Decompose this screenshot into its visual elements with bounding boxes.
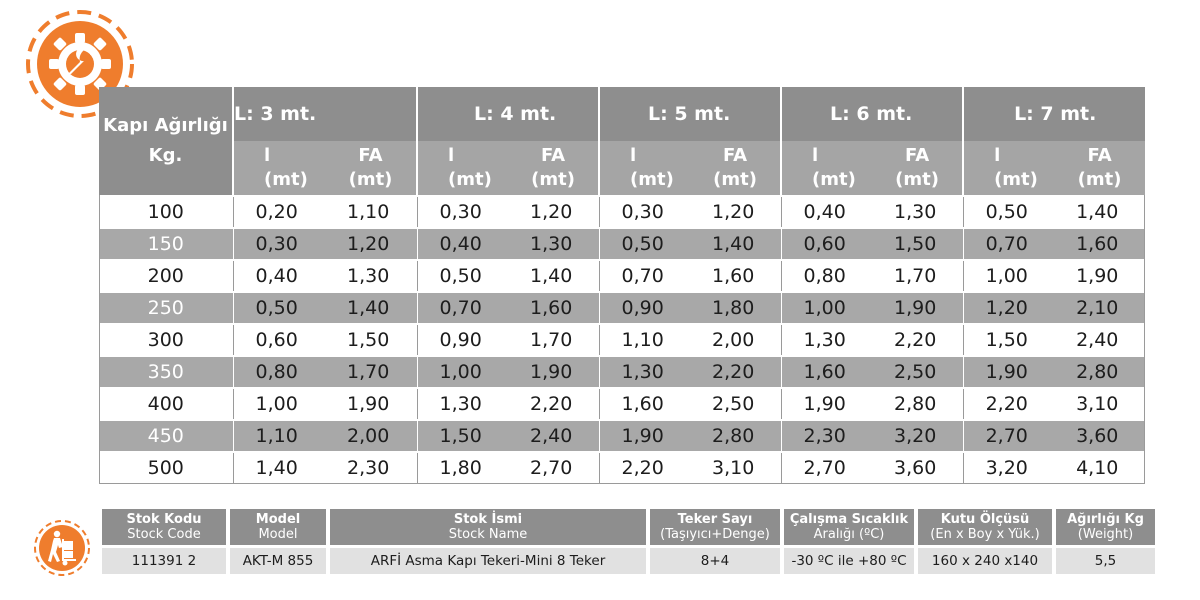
subheader-symbol: FA: [1087, 145, 1112, 166]
fa-value-cell: 1,40: [690, 228, 781, 260]
l-value-cell: 2,20: [599, 452, 690, 483]
info-header-cell: [330, 509, 646, 545]
table-row: [99, 324, 1145, 356]
table-row: [99, 260, 1145, 292]
l-value-cell: 0,70: [417, 292, 508, 324]
subheader-symbol: FA: [722, 145, 748, 166]
l-value-cell: 0,70: [963, 228, 1054, 260]
l-value-cell: 1,00: [233, 388, 325, 420]
subheader-l-4mt: [417, 141, 508, 196]
info-header-title: Teker Sayı: [677, 512, 753, 527]
fa-value-cell: 2,00: [690, 324, 781, 356]
l-value-cell: 1,30: [417, 388, 508, 420]
fa-value-cell: 2,80: [690, 420, 781, 452]
fa-value-cell: 1,30: [508, 228, 599, 260]
subheader-unit: (mt): [895, 169, 939, 190]
group-header-6mt: L: 6 mt.: [781, 87, 963, 141]
subheader-unit: (mt): [348, 169, 393, 190]
info-header-title: Stok Kodu: [126, 512, 202, 527]
fa-value-cell: 1,20: [508, 196, 599, 228]
subheader-symbol: l: [630, 145, 637, 166]
fa-value-cell: 2,30: [325, 452, 417, 483]
l-value-cell: 0,40: [233, 260, 325, 292]
l-value-cell: 1,90: [599, 420, 690, 452]
info-value-cell: -30 ºC ile +80 ºC: [784, 548, 914, 574]
weight-cell: 250: [99, 292, 233, 324]
info-header-cell: [102, 509, 226, 545]
info-header-cell: [784, 509, 914, 545]
info-header-subtitle: (Weight): [1077, 527, 1134, 542]
fa-value-cell: 2,80: [1054, 356, 1145, 388]
subheader-symbol: l: [994, 145, 1001, 166]
fa-value-cell: 2,80: [872, 388, 963, 420]
l-value-cell: 0,30: [233, 228, 325, 260]
fa-value-cell: 1,60: [1054, 228, 1145, 260]
weight-cell: 450: [99, 420, 233, 452]
fa-value-cell: 1,70: [508, 324, 599, 356]
fa-value-cell: 3,60: [1054, 420, 1145, 452]
l-value-cell: 0,90: [417, 324, 508, 356]
subheader-fa-3mt: [325, 141, 417, 196]
fa-value-cell: 1,20: [325, 228, 417, 260]
fa-value-cell: 1,90: [872, 292, 963, 324]
fa-value-cell: 1,30: [325, 260, 417, 292]
fa-value-cell: 2,00: [325, 420, 417, 452]
fa-value-cell: 1,70: [325, 356, 417, 388]
fa-value-cell: 1,90: [508, 356, 599, 388]
subheader-fa-6mt: [872, 141, 963, 196]
l-value-cell: 0,20: [233, 196, 325, 228]
fa-value-cell: 1,80: [690, 292, 781, 324]
info-header-subtitle: Model: [258, 527, 298, 542]
info-header-cell: [918, 509, 1052, 545]
info-header-subtitle: Stock Name: [448, 527, 528, 542]
table-row: [99, 228, 1145, 260]
l-value-cell: 1,00: [781, 292, 872, 324]
fa-value-cell: 1,20: [690, 196, 781, 228]
group-header-7mt: L: 7 mt.: [963, 87, 1145, 141]
fa-value-cell: 2,20: [872, 324, 963, 356]
fa-value-cell: 1,70: [872, 260, 963, 292]
subheader-symbol: FA: [358, 145, 383, 166]
subheader-symbol: l: [812, 145, 819, 166]
info-value-cell: 160 x 240 x140: [918, 548, 1052, 574]
weight-cell: 500: [99, 452, 233, 483]
l-value-cell: 1,00: [963, 260, 1054, 292]
fa-value-cell: 3,10: [690, 452, 781, 483]
info-header-title: Kutu Ölçüsü: [940, 512, 1030, 527]
fa-value-cell: 1,60: [690, 260, 781, 292]
info-value-cell: 8+4: [650, 548, 780, 574]
l-value-cell: 0,90: [599, 292, 690, 324]
l-value-cell: 1,90: [963, 356, 1054, 388]
weight-cell: 300: [99, 324, 233, 356]
l-value-cell: 1,60: [599, 388, 690, 420]
info-value-cell: AKT-M 855: [230, 548, 326, 574]
l-value-cell: 1,90: [781, 388, 872, 420]
subheader-l-5mt: [599, 141, 690, 196]
fa-value-cell: 2,20: [690, 356, 781, 388]
fa-value-cell: 2,10: [1054, 292, 1145, 324]
l-value-cell: 2,70: [963, 420, 1054, 452]
table-row: [99, 356, 1145, 388]
info-value-cell: 111391 2: [102, 548, 226, 574]
info-header-cell: [650, 509, 780, 545]
subheader-l-3mt: [233, 141, 325, 196]
group-header-4mt: L: 4 mt.: [417, 87, 599, 141]
l-value-cell: 1,30: [781, 324, 872, 356]
l-value-cell: 1,80: [417, 452, 508, 483]
info-header-subtitle: (En x Boy x Yük.): [930, 527, 1040, 542]
l-value-cell: 1,10: [599, 324, 690, 356]
fa-value-cell: 1,30: [872, 196, 963, 228]
fa-value-cell: 1,40: [508, 260, 599, 292]
subheader-symbol: FA: [904, 145, 930, 166]
subheader-symbol: l: [448, 145, 455, 166]
l-value-cell: 0,40: [417, 228, 508, 260]
info-header-subtitle: (Taşıyıcı+Denge): [660, 527, 770, 542]
l-value-cell: 1,10: [233, 420, 325, 452]
l-value-cell: 0,50: [599, 228, 690, 260]
table-row: [99, 388, 1145, 420]
info-value-cell: 5,5: [1056, 548, 1155, 574]
group-header-5mt: L: 5 mt.: [599, 87, 781, 141]
fa-value-cell: 1,60: [508, 292, 599, 324]
subheader-l-7mt: [963, 141, 1054, 196]
subheader-l-6mt: [781, 141, 872, 196]
fa-value-cell: 2,50: [690, 388, 781, 420]
fa-value-cell: 1,40: [325, 292, 417, 324]
distance-table: [99, 87, 1145, 483]
l-value-cell: 0,50: [233, 292, 325, 324]
l-value-cell: 3,20: [963, 452, 1054, 483]
subheader-unit: (mt): [994, 169, 1038, 190]
l-value-cell: 1,60: [781, 356, 872, 388]
weight-cell: 350: [99, 356, 233, 388]
weight-cell: 150: [99, 228, 233, 260]
l-value-cell: 1,20: [963, 292, 1054, 324]
l-value-cell: 0,70: [599, 260, 690, 292]
fa-value-cell: 4,10: [1054, 452, 1145, 483]
weight-header-line2: Kg.: [148, 145, 183, 166]
fa-value-cell: 1,90: [325, 388, 417, 420]
subheader-unit: (mt): [713, 169, 757, 190]
info-header-title: Stok İsmi: [453, 512, 523, 527]
subheader-unit: (mt): [812, 169, 856, 190]
weight-cell: 100: [99, 196, 233, 228]
info-header-subtitle: Stock Code: [127, 527, 201, 542]
l-value-cell: 0,50: [417, 260, 508, 292]
l-value-cell: 1,00: [417, 356, 508, 388]
fa-value-cell: 3,10: [1054, 388, 1145, 420]
fa-value-cell: 1,40: [1054, 196, 1145, 228]
weight-cell: 200: [99, 260, 233, 292]
hand-truck-icon: [33, 519, 91, 577]
l-value-cell: 0,40: [781, 196, 872, 228]
product-info-table: [98, 506, 1159, 577]
group-header-3mt: L: 3 mt.: [233, 87, 417, 141]
subheader-unit: (mt): [1077, 169, 1122, 190]
info-header-subtitle: Aralığı (ºC): [813, 527, 885, 542]
fa-value-cell: 1,50: [872, 228, 963, 260]
info-header-title: Model: [255, 512, 301, 527]
fa-value-cell: 3,20: [872, 420, 963, 452]
l-value-cell: 1,50: [963, 324, 1054, 356]
l-value-cell: 0,80: [233, 356, 325, 388]
fa-value-cell: 1,10: [325, 196, 417, 228]
l-value-cell: 0,80: [781, 260, 872, 292]
fa-value-cell: 2,40: [508, 420, 599, 452]
table-row: [99, 420, 1145, 452]
subheader-symbol: FA: [540, 145, 566, 166]
l-value-cell: 2,70: [781, 452, 872, 483]
info-header-title: Çalışma Sıcaklık: [789, 512, 909, 527]
subheader-unit: (mt): [531, 169, 575, 190]
weight-header: [99, 87, 233, 196]
l-value-cell: 0,30: [599, 196, 690, 228]
l-value-cell: 0,50: [963, 196, 1054, 228]
info-header-cell: [1056, 509, 1155, 545]
table-row: [99, 196, 1145, 228]
subheader-fa-7mt: [1054, 141, 1145, 196]
l-value-cell: 0,30: [417, 196, 508, 228]
subheader-fa-4mt: [508, 141, 599, 196]
subheader-fa-5mt: [690, 141, 781, 196]
fa-value-cell: 1,50: [325, 324, 417, 356]
subheader-unit: (mt): [448, 169, 492, 190]
l-value-cell: 1,30: [599, 356, 690, 388]
l-value-cell: 2,30: [781, 420, 872, 452]
l-value-cell: 1,50: [417, 420, 508, 452]
table-row: [99, 292, 1145, 324]
fa-value-cell: 2,70: [508, 452, 599, 483]
info-header-title: Ağırlığı Kg: [1067, 512, 1144, 527]
info-header-cell: [230, 509, 326, 545]
l-value-cell: 1,40: [233, 452, 325, 483]
fa-value-cell: 2,20: [508, 388, 599, 420]
fa-value-cell: 2,40: [1054, 324, 1145, 356]
table-row: [99, 452, 1145, 483]
weight-header-line1: Kapı Ağırlığı: [103, 115, 228, 136]
subheader-unit: (mt): [264, 169, 308, 190]
weight-cell: 400: [99, 388, 233, 420]
l-value-cell: 0,60: [233, 324, 325, 356]
fa-value-cell: 1,90: [1054, 260, 1145, 292]
subheader-unit: (mt): [630, 169, 674, 190]
info-value-cell: ARFİ Asma Kapı Tekeri-Mini 8 Teker: [330, 548, 646, 574]
fa-value-cell: 3,60: [872, 452, 963, 483]
l-value-cell: 0,60: [781, 228, 872, 260]
l-value-cell: 2,20: [963, 388, 1054, 420]
subheader-symbol: l: [264, 145, 271, 166]
fa-value-cell: 2,50: [872, 356, 963, 388]
